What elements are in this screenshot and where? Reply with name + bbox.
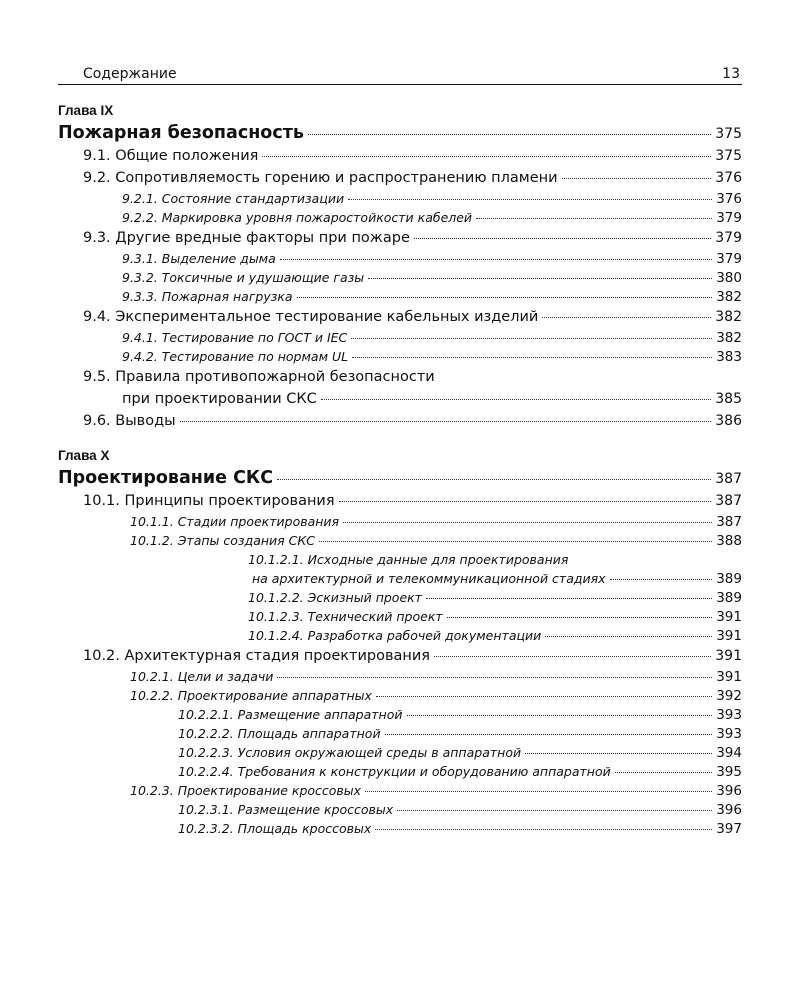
toc-entry-title: 10.2.1. Цели и задачи — [130, 669, 274, 684]
running-header — [58, 58, 742, 85]
dot-leader — [343, 522, 712, 523]
toc-entry[interactable] — [58, 743, 742, 762]
toc-entry[interactable] — [58, 347, 742, 366]
toc-entry[interactable] — [58, 490, 742, 512]
toc-entry-title: Пожарная безопасность — [58, 123, 304, 143]
dot-leader — [407, 715, 713, 716]
toc-entry-title: 10.2.3.2. Площадь кроссовых — [178, 821, 372, 836]
toc-entry-page: 393 — [716, 726, 742, 742]
toc-entry[interactable] — [58, 410, 742, 432]
toc-entry-page: 376 — [716, 191, 742, 207]
dot-leader — [376, 696, 712, 697]
toc-entry[interactable] — [58, 145, 742, 167]
toc-entry-title: 10.2.2.4. Требования к конструкции и оборудованию аппаратной — [178, 764, 611, 779]
toc-entry-page: 395 — [716, 764, 742, 780]
dot-leader — [365, 791, 712, 792]
toc-entry-page: 379 — [716, 251, 742, 267]
toc-list — [58, 466, 742, 838]
toc-entry-title: 10.1.2.4. Разработка рабочей документации — [248, 628, 542, 643]
dot-leader — [277, 677, 712, 678]
toc-entry-title: 9.1. Общие положения — [83, 148, 259, 164]
toc-entry-page: 394 — [716, 745, 742, 761]
toc-entry[interactable] — [58, 588, 742, 607]
toc-list — [58, 121, 742, 432]
toc-entry-page: 376 — [715, 170, 742, 186]
toc-entry-title: 9.4. Экспериментальное тестирование кабельных изделий — [83, 309, 539, 325]
toc-entry-page: 379 — [715, 230, 742, 246]
toc-entry-title: 10.2.2.2. Площадь аппаратной — [178, 726, 381, 741]
toc-entry[interactable] — [58, 249, 742, 268]
toc-entry-page: 387 — [716, 514, 742, 530]
dot-leader — [339, 501, 712, 502]
toc-entry-page: 391 — [716, 628, 742, 644]
toc-entry-title: 10.2.2.3. Условия окружающей среды в аппаратной — [178, 745, 522, 760]
toc-entry-page: 387 — [715, 493, 742, 509]
toc-entry[interactable] — [58, 512, 742, 531]
toc-entry-page: 380 — [716, 270, 742, 286]
toc-entry[interactable] — [58, 626, 742, 645]
dot-leader — [375, 829, 712, 830]
toc-entry[interactable] — [58, 328, 742, 347]
toc-entry-page: 382 — [715, 309, 742, 325]
toc-entry-page: 385 — [715, 391, 742, 407]
toc-entry[interactable] — [58, 762, 742, 781]
toc-entry-page: 396 — [716, 802, 742, 818]
dot-leader — [280, 259, 712, 260]
toc-entry-page: 392 — [716, 688, 742, 704]
toc-entry-title: 10.1.1. Стадии проектирования — [130, 514, 340, 529]
toc-entry-page: 388 — [716, 533, 742, 549]
toc-entry-page: 396 — [716, 783, 742, 799]
toc-entry[interactable] — [58, 705, 742, 724]
chapter-label: Глава X — [58, 448, 110, 463]
toc-entry-title: 10.1.2.2. Эскизный проект — [248, 590, 422, 605]
toc-entry[interactable] — [58, 645, 742, 667]
toc-entry-title: 10.1.2. Этапы создания СКС — [130, 533, 315, 548]
toc-entry-page: 391 — [715, 648, 742, 664]
toc-entry-chapter-title[interactable] — [58, 466, 742, 490]
toc-entry-title: 9.3. Другие вредные факторы при пожаре — [83, 230, 410, 246]
dot-leader — [414, 238, 711, 239]
toc-entry-title: 10.1.2.1. Исходные данные для проектирования — [248, 552, 569, 567]
dot-leader — [319, 541, 712, 542]
dot-leader — [321, 399, 711, 400]
toc-entry-page: 383 — [716, 349, 742, 365]
toc-entry[interactable] — [58, 208, 742, 227]
dot-leader — [542, 317, 711, 318]
toc-entry-line2[interactable] — [58, 388, 742, 410]
toc-entry[interactable] — [58, 607, 742, 626]
dot-leader — [180, 421, 712, 422]
toc-entry-title-continuation: на архитектурной и телекоммуникационной стадиях — [252, 571, 606, 586]
toc-entry[interactable] — [58, 819, 742, 838]
dot-leader — [615, 772, 712, 773]
toc-entry-title: 9.5. Правила противопожарной безопасности — [83, 369, 435, 385]
toc-entry-title: 9.2.1. Состояние стандартизации — [122, 191, 345, 206]
toc-entry-page: 391 — [716, 609, 742, 625]
toc-entry-title: 9.4.2. Тестирование по нормам UL — [122, 349, 349, 364]
dot-leader — [277, 479, 711, 480]
dot-leader — [397, 810, 712, 811]
toc-entry-page: 382 — [716, 330, 742, 346]
document-page — [58, 58, 742, 838]
dot-leader — [525, 753, 712, 754]
toc-entry[interactable] — [58, 724, 742, 743]
chapter-ix — [58, 101, 742, 432]
dot-leader — [348, 199, 712, 200]
toc-entry-title: 10.2.2. Проектирование аппаратных — [130, 688, 372, 703]
dot-leader — [434, 656, 711, 657]
toc-entry[interactable] — [58, 167, 742, 189]
toc-entry-page: 389 — [716, 590, 742, 606]
toc-entry-title: 10.2. Архитектурная стадия проектирования — [83, 648, 431, 664]
toc-entry[interactable] — [58, 781, 742, 800]
dot-leader — [562, 178, 712, 179]
dot-leader — [297, 297, 713, 298]
toc-entry-title: 9.2.2. Маркировка уровня пожаростойкости кабелей — [122, 210, 473, 225]
toc-entry[interactable] — [58, 686, 742, 705]
dot-leader — [368, 278, 712, 279]
toc-entry[interactable] — [58, 667, 742, 686]
toc-entry-title: 9.2. Сопротивляемость горению и распространению пламени — [83, 170, 558, 186]
toc-entry-title: 10.2.3.1. Размещение кроссовых — [178, 802, 394, 817]
toc-entry-page: 375 — [715, 148, 742, 164]
toc-entry-title: 9.3.3. Пожарная нагрузка — [122, 289, 293, 304]
dot-leader — [447, 617, 713, 618]
chapter-x — [58, 446, 742, 838]
toc-entry-title: 10.2.2.1. Размещение аппаратной — [178, 707, 403, 722]
toc-entry[interactable] — [58, 287, 742, 306]
toc-entry-title: 9.3.2. Токсичные и удушающие газы — [122, 270, 365, 285]
toc-entry-line2[interactable] — [58, 569, 742, 588]
toc-entry-chapter-title[interactable] — [58, 121, 742, 145]
chapter-label: Глава IX — [58, 103, 114, 118]
dot-leader — [610, 579, 713, 580]
toc-entry[interactable] — [58, 227, 742, 249]
toc-entry-page: 393 — [716, 707, 742, 723]
toc-entry[interactable] — [58, 531, 742, 550]
toc-entry-page: 389 — [716, 571, 742, 587]
dot-leader — [476, 218, 712, 219]
dot-leader — [308, 134, 711, 135]
toc-entry[interactable] — [58, 268, 742, 287]
toc-entry[interactable] — [58, 189, 742, 208]
dot-leader — [351, 338, 712, 339]
toc-entry-page: 382 — [716, 289, 742, 305]
dot-leader — [262, 156, 711, 157]
toc-entry-title: 10.2.3. Проектирование кроссовых — [130, 783, 362, 798]
toc-entry-title: 9.6. Выводы — [83, 413, 176, 429]
dot-leader — [352, 357, 712, 358]
toc-entry-page: 391 — [716, 669, 742, 685]
toc-entry-title: 9.4.1. Тестирование по ГОСТ и IEC — [122, 330, 348, 345]
toc-entry-page: 379 — [716, 210, 742, 226]
toc-entry-page: 387 — [715, 471, 742, 487]
toc-entry-title: Проектирование СКС — [58, 468, 274, 488]
toc-entry-title: 10.1. Принципы проектирования — [83, 493, 335, 509]
toc-entry[interactable] — [58, 800, 742, 819]
header-page-number: 13 — [722, 66, 740, 82]
toc-entry-page: 375 — [715, 126, 742, 142]
dot-leader — [385, 734, 713, 735]
dot-leader — [545, 636, 712, 637]
toc-entry-title-continuation: при проектировании СКС — [122, 391, 317, 407]
toc-entry-line1[interactable] — [58, 550, 742, 569]
toc-entry-title: 10.1.2.3. Технический проект — [248, 609, 443, 624]
toc-entry-page: 397 — [716, 821, 742, 837]
toc-entry[interactable] — [58, 306, 742, 328]
toc-entry-page: 386 — [715, 413, 742, 429]
dot-leader — [426, 598, 712, 599]
toc-entry-line1[interactable] — [58, 366, 742, 388]
header-title: Содержание — [83, 66, 177, 82]
toc-entry-title: 9.3.1. Выделение дыма — [122, 251, 276, 266]
